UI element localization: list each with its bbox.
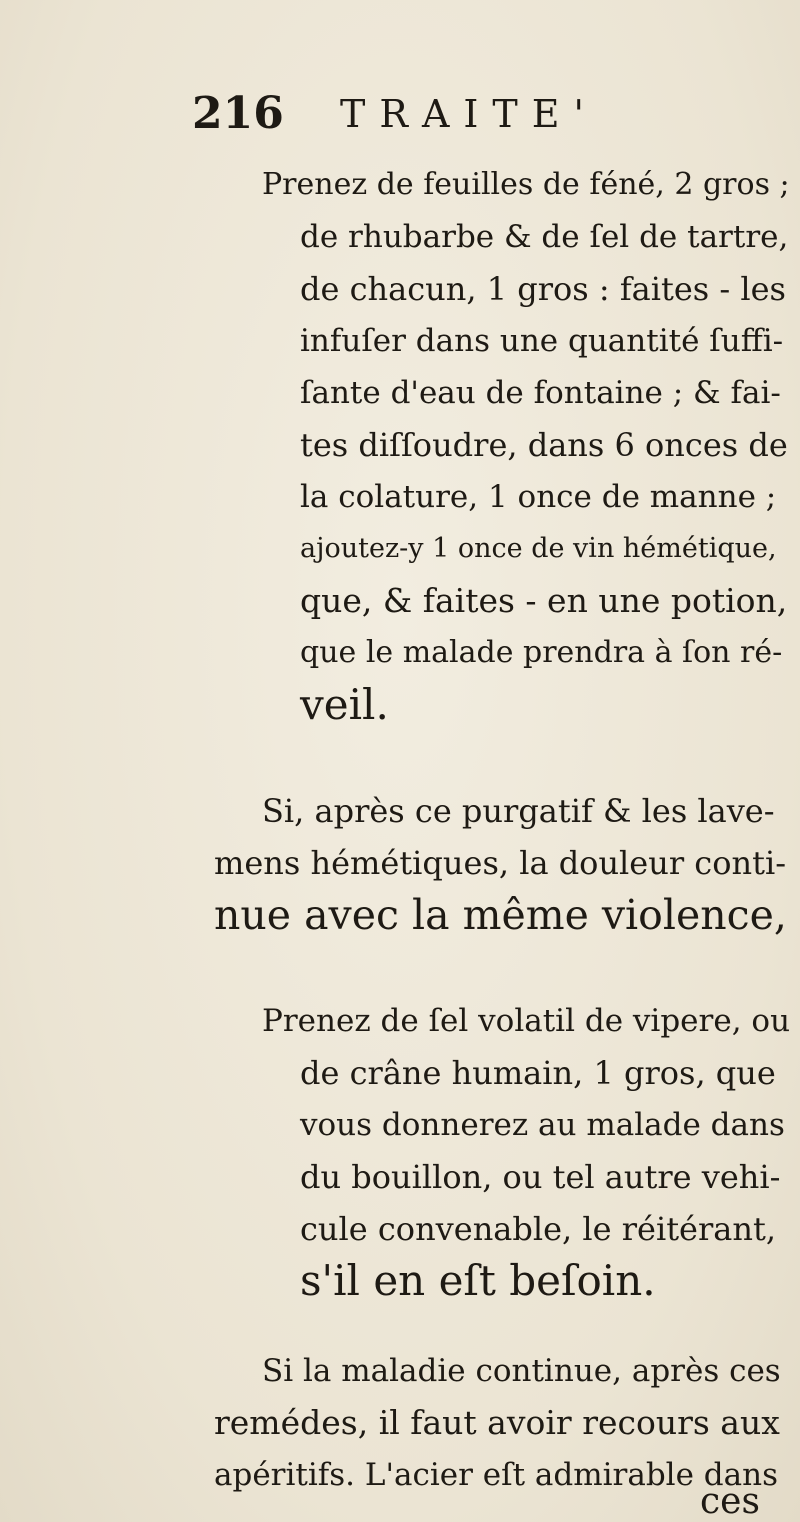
text-line: ajoutez-y 1 once de vin hémétique, <box>300 533 777 564</box>
text-line: mens hémétiques, la douleur conti- <box>214 844 786 882</box>
text-line: Si, après ce purgatif & les lave- <box>262 792 775 830</box>
text-line: vous donnerez au malade dans <box>300 1107 785 1143</box>
text-line: la colature, 1 once de manne ; <box>300 479 777 515</box>
text-line: apéritifs. L'acier eſt admirable dans <box>214 1457 778 1493</box>
page-number: 216 <box>192 88 284 139</box>
text-line: de chacun, 1 gros : faites - les <box>300 270 786 308</box>
text-line: cule convenable, le réitérant, <box>300 1210 776 1248</box>
text-line: ſante d'eau de fontaine ; & fai- <box>300 375 781 411</box>
text-line: veil. <box>300 680 389 729</box>
text-line: nue avec la même violence, <box>214 891 787 939</box>
text-line: s'il en eſt beſoin. <box>300 1256 656 1305</box>
text-line: que le malade prendra à ſon ré- <box>300 635 783 670</box>
text-line: de crâne humain, 1 gros, que <box>300 1054 776 1092</box>
text-line: infuſer dans une quantité ſuffi- <box>300 323 784 359</box>
text-line: du bouillon, ou tel autre vehi- <box>300 1158 781 1196</box>
running-title: TRAITE' <box>340 92 598 136</box>
catchword: ces <box>700 1481 760 1522</box>
text-line: que, & faites - en une potion, <box>300 581 788 620</box>
text-line: Prenez de feuilles de féné, 2 gros ; <box>262 167 790 202</box>
text-line: tes diſſoudre, dans 6 onces de <box>300 426 788 464</box>
text-line: remédes, il faut avoir recours aux <box>214 1403 780 1442</box>
text-line: de rhubarbe & de ſel de tartre, <box>300 219 789 255</box>
text-line: Si la maladie continue, après ces <box>262 1353 781 1389</box>
text-line: Prenez de ſel volatil de vipere, ou <box>262 1003 791 1039</box>
